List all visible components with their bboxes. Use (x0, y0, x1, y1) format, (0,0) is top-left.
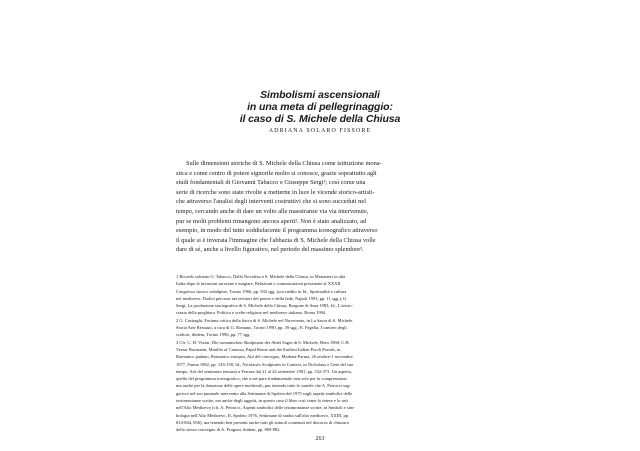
footnote-line: 2 G. Casiraghi, Fortuna critica della Sacra di S. Michele nel Novecento, in La Sacra di S. Michele. (176, 317, 354, 323)
footnote-line: crazia della preghiera. Politica e scelte religiose nel medioevo italiano, Roma 1994. (176, 310, 327, 316)
footnote-line: Romanico padano, Romanico europeo, Atti del convegno, Modena-Parma, 26 ottobre-1 novembre (176, 354, 353, 360)
footnote-line: quello del programma iconografico, che a me pare fondamentale non solo per la comprensione, (176, 376, 348, 382)
footnote-line: gerisce nel suo puntuale intervento alla Settimana di Spoleto del 1975 sugli aspetti simbolici delle (176, 390, 353, 396)
footnote-line: bologia nell'Alto Medioevo, II, Spoleto 1976, Settimane di studio sull'alto medioevo, XXIII, pp. (176, 412, 350, 418)
footnote-line: nell'Alto Medioevo (cfr. A. Petrucci, Aspetti simbolici delle testimonianze scritte, in Simboli e sim- (176, 405, 355, 411)
body-line: pur se molti problemi rimangono ancora aperti². Non è stato analizzato, ad (176, 217, 367, 225)
footnotes (176, 273, 466, 434)
body-line: esempio, in modo del tutto soddisfacente il programma iconografico attraverso (176, 227, 378, 235)
body-line: serie di ricerche sono state rivolte a metterne in luce le vicende storico-artisti- (176, 188, 375, 196)
body-line: che attraverso l'analisi degli interventi costruttivi che si sono succeduti nel (176, 198, 366, 206)
footnote-line: 1 Ricordo soltanto G. Tabacco, Dalla Novalesa a S. Michele della Chiusa, in Monasteri in alta (176, 274, 346, 279)
footnote-line: scultori, ibidem, Torino 1990, pp. 77 sgg. (176, 332, 251, 338)
title-line: Simbolismi ascensionali (260, 89, 380, 101)
body-line: Sulle dimensioni storiche di S. Michele della Chiusa come istituzione mona- (186, 160, 382, 167)
footnote-line: Italia dopo le invasioni saracene e magiare, Relazioni e comunicazioni presentate al XXXII (176, 281, 341, 287)
title-line: in una meta di pellegrinaggio: (247, 101, 393, 113)
footnote-line: Sergi, La produzione storiografica di S. Michele della Chiusa, Borgone di Susa 1983; Id., L'aristo- (176, 303, 353, 309)
footnote-line: Storia Arte Restauri, a cura di G. Romano, Torino 1990, pp. 39 sgg.; E. Pagella, I cantieri degli (176, 325, 347, 331)
title-line: il caso di S. Michele della Chiusa (239, 113, 401, 125)
body-line: studi fondamentali di Giovanni Tabacco e Giuseppe Sergi¹; così come una (176, 179, 366, 187)
body-line: dare di sé, anche a livello figurativo, nel periodo del massimo splendore³. (176, 246, 364, 254)
footnote-line: nel medioevo. Dodici percorsi nei territori del potere e della fede, Napoli 1993, pp. 11 sgg.); G. (176, 295, 348, 301)
footnote-line: Congresso storico subalpino, Torino 1966, pp. 502 sgg. (ora riedito in Id., Spiritualità e cultura (176, 288, 347, 294)
footnote-line: Verzar Bornstein, Matilda of Canossa, Papal Rome and the Earliest Italian Porch Portals, in (176, 346, 341, 352)
body-line: stica e come centro di potere signorile molto si conosce, grazie soprattutto agli (176, 169, 377, 177)
body-line: tempo, cercando anche di dare un volto alle maestranze via via intervenute, (176, 207, 369, 215)
footnote-line: testimonianze scritte, ma anche degli oggetti, in questo caso il libro così come lo intese e lo usò (176, 398, 348, 404)
body-line: il quale si è inverata l'immagine che l'abbazia di S. Michele della Chiusa volle (176, 236, 376, 244)
footnote-line: ma anche per la datazione delle opere medievali, pur tenendo tutte le cautele che A. Petrucci sug- (176, 383, 351, 389)
footnote-line: tempo, Atti del seminario tenutosi a Ferrara dal 21 al 24 settembre 1981, pp. 332-373. Un aspetto, (176, 368, 353, 374)
footnote-line: dello stesso convegno di A. Frugoni, ibidem, pp. 869-882. (176, 427, 281, 433)
footnote-line: 814-844, 856), ma tenendo ben presenti anche tutti gli stimoli contenuti nel discorso di chiusura (176, 419, 349, 425)
author-name: ADRIANA SOLARO FISSORE (268, 128, 372, 134)
footnote-line: 1977, Parma 1982, pp. 143-158; Id., Nicolaus's Sculptures in Context, in Nicholaus e l'arte del suo (176, 361, 354, 367)
body-paragraph (176, 159, 466, 255)
footnote-line: 3 Cfr. C. H. Verzar, Die romanischen Skulpturen der Abtei Sagra di S. Michele, Bern 1968; C.H. (176, 339, 350, 345)
article-title (150, 89, 490, 125)
page-number: 263 (315, 436, 325, 442)
